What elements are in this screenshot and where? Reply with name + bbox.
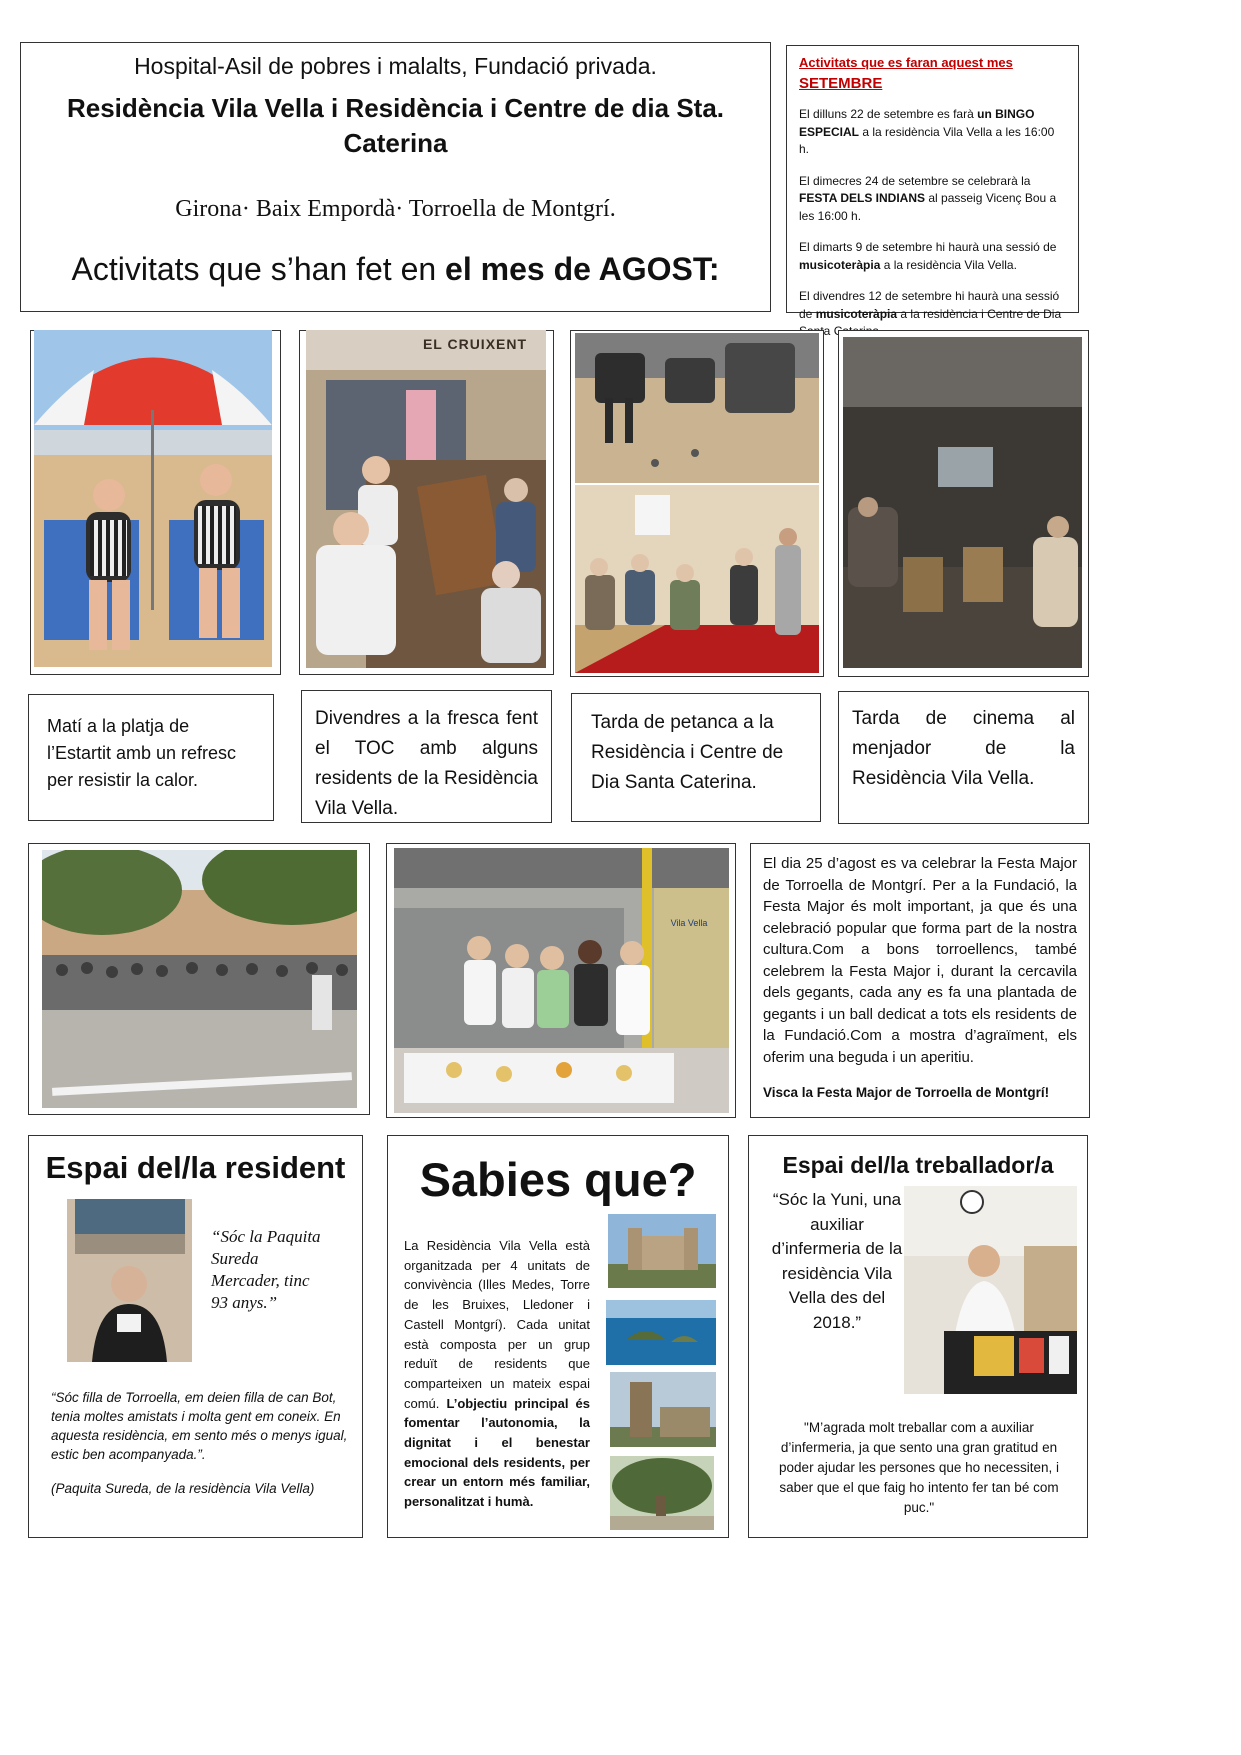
cafe-sign: EL CRUIXENT [422, 336, 528, 352]
resident-quote: “Sóc filla de Torroella, em deien filla de can Bot, tenia moltes amistats i molta gent em coneix. En aquesta residència, em sento més o menys igual, estic ben acompanyada.”. [51, 1390, 348, 1462]
shop-sign: Vila Vella [670, 918, 708, 928]
sabies-box [387, 1135, 729, 1538]
resident-box [28, 1135, 363, 1538]
castle-photo [608, 1214, 716, 1288]
tree-photo [610, 1456, 714, 1530]
header-foundation: Hospital-Asil de pobres i malalts, Fundació privada. [134, 53, 657, 79]
header-box [20, 42, 771, 312]
sabies-title: Sabies que? [419, 1153, 697, 1206]
worker-title: Espai del/la treballador/a [782, 1152, 1054, 1178]
upcoming-item: El divendres 12 de setembre hi haurà una sessió de musicoteràpia a la residència i Centre de Dia [799, 289, 1062, 321]
header-activities-month: el mes de AGOST: [445, 251, 720, 287]
worker-quote: "M’agrada molt treballar com a auxiliar d’infermeria, ja que sento una gran gratitud en poder ajudar les persones que ho necessiten, i saber que el que faig ho intento fer tan bé com puc." [779, 1420, 1059, 1515]
festa-team-photo [394, 848, 729, 1113]
worker-intro: “Sóc la Yuni, una auxiliar d’infermeria de la residència Vila Vella des del 2018.” [771, 1190, 903, 1332]
header-location: Girona· Baix Empordà· Torroella de Montgrí. [175, 196, 616, 222]
petanca-photo-bottom [575, 485, 819, 673]
sabies-text-plain: La Residència Vila Vella està organitzada per 4 unitats de convivència (Illes Medes, Torre de les Bruixes, Lledoner i Castell Montgrí). Cada unitat està composta per un grup reduït de residents que comparteixen un mateix espai comú. [404, 1238, 590, 1411]
worker-box [748, 1135, 1088, 1538]
resident-photo [67, 1199, 192, 1362]
beach-photo [34, 330, 272, 667]
cinema-photo [843, 337, 1082, 668]
upcoming-box [786, 45, 1079, 321]
caption-cinema: Tarda de cinema al menjador de la Residència Vila Vella. [852, 708, 1075, 789]
festa-box [750, 843, 1090, 1118]
header-activities-title [21, 251, 770, 288]
sabies-text-bold: L’objectiu principal és fomentar l’autonomia, la dignitat i el benestar emocional dels residents, per crear un entorn més familiar, personalitzat i humà. [404, 1395, 590, 1510]
tower-photo [610, 1372, 716, 1447]
petanca-photo-top [575, 333, 819, 483]
islands-photo [606, 1300, 716, 1365]
upcoming-month: SETEMBRE [799, 74, 883, 92]
caption-petanca: Tarda de petanca a la Residència i Centre de Dia Santa Caterina. [591, 712, 784, 793]
header-activities-pre: Activitats que s’han fet en [71, 251, 446, 287]
festa-text: El dia 25 d’agost es va celebrar la Festa Major de Torroella de Montgrí. Per a la Fundació, la Festa Major és molt important, ja que és una celebració popular que forma part de la nostra cultura.Com a bons torroellencs, també celebrem la Festa Major i, durant la cercavila dels gegants, cada any es fa una plantada de gegants i un ball dedicat a tots els residents de la Fundació.Com a mostra d’agraïment, els oferim una beguda i un aperitiu. [763, 855, 1077, 1066]
upcoming-item: El dimecres 24 de setembre se celebrarà la FESTA DELS INDIANS al passeig Vicenç Bou a les 16:00 h. [799, 173, 1057, 223]
upcoming-item: El dimarts 9 de setembre hi haurà una sessió de musicoteràpia a la residència Vila Vella. [799, 240, 1057, 272]
cafe-photo [306, 330, 546, 668]
upcoming-item: El dilluns 22 de setembre es farà un BINGO ESPECIAL a la residència Vila Vella a les 16:00 h. [799, 107, 1055, 156]
caption-cafe: Divendres a la fresca fent el TOC amb alguns residents de la Residència Vila Vella. [315, 708, 538, 819]
header-residences: Residència Vila Vella i Residència i Centre de dia Sta. Caterina [66, 93, 725, 158]
festa-closing: Visca la Festa Major de Torroella de Montgrí! [763, 1085, 1050, 1100]
resident-title: Espai del/la resident [45, 1150, 346, 1185]
resident-signature: (Paquita Sureda, de la residència Vila Vella) [51, 1481, 315, 1496]
sabies-text [404, 1236, 590, 1512]
caption-beach: Matí a la platja de l’Estartit amb un refresc per resistir la calor. [47, 716, 237, 790]
upcoming-title: Activitats que es faran aquest mes [799, 55, 1013, 70]
resident-intro: “Sóc la Paquita Sureda Mercader, tinc 93 anys.” [211, 1227, 321, 1312]
worker-photo [904, 1186, 1077, 1394]
festa-crowd-photo [42, 850, 357, 1108]
